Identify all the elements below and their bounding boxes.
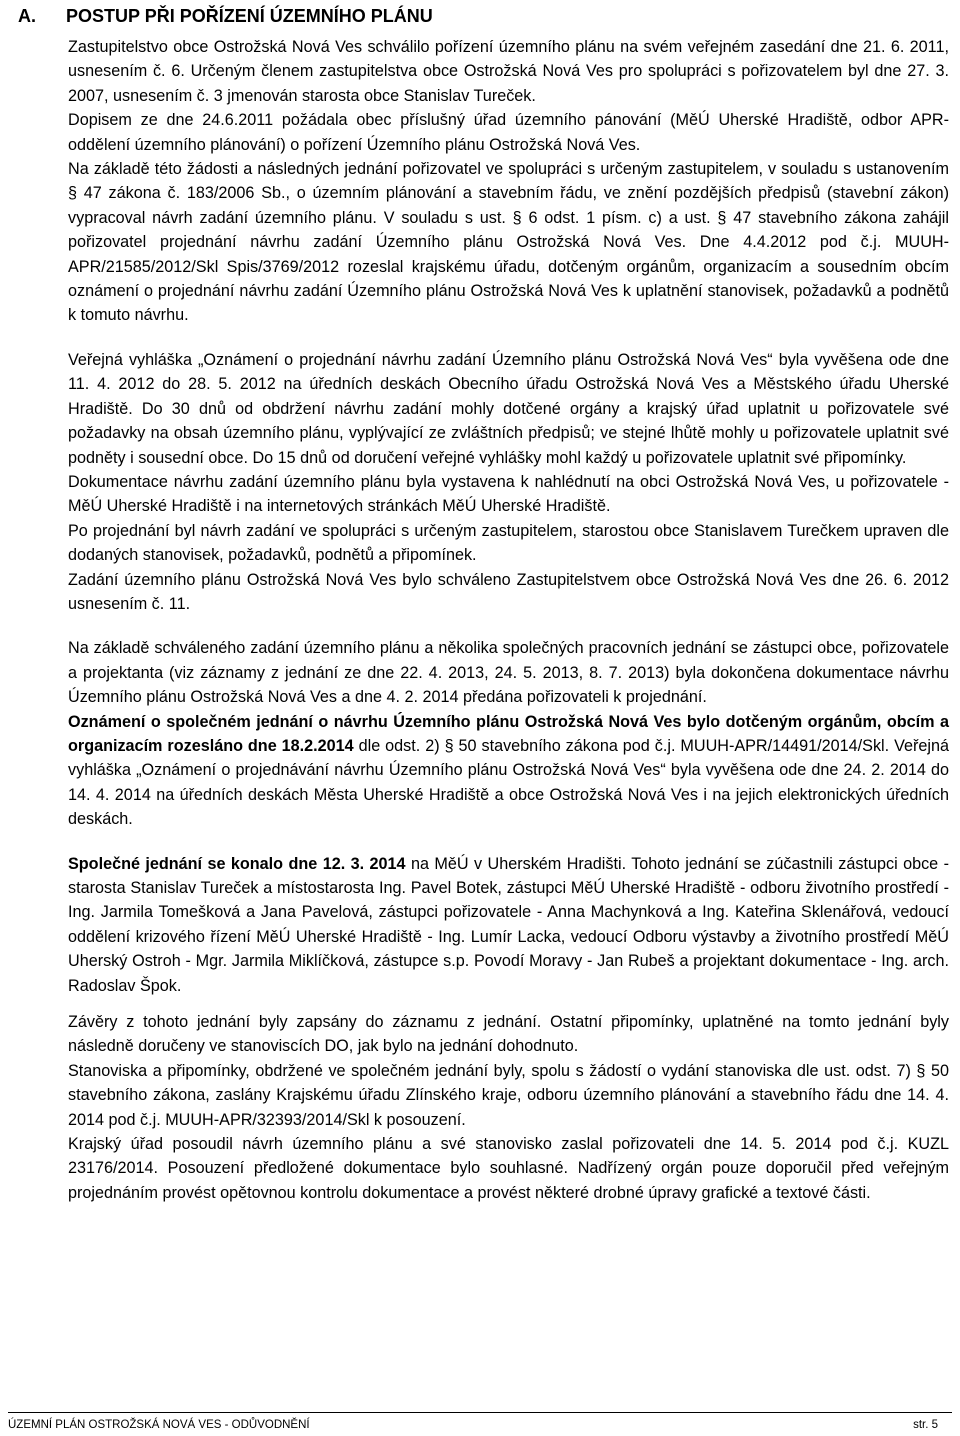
section-heading	[18, 4, 433, 28]
paragraph-10-bold: Společné jednání se konalo dne 12. 3. 2014	[68, 854, 406, 873]
paragraph-4: Veřejná vyhláška „Oznámení o projednání návrhu zadání Územního plánu Ostrožská Nová Ves“ byla vyvěšena ode dne 11. 4. 2012 do 28. 5. 2012 na úředních deskách Obecního úřadu Ostrožská Nová Ves a Městského úřadu Uherské Hradiště. Do 30 dnů od obdržení návrhu zadání mohly dotčené orgány a krajský úřad uplatnit u pořizovatele své požadavky na obsah územního plánu, vyplývající ze zvláštních předpisů; ve stejné lhůtě mohly u pořizovatele uplatnit své podněty i sousední obce. Do 15 dnů od doručení veřejné vyhlášky mohl každý u pořizovatele uplatnit své připomínky.	[68, 350, 949, 467]
paragraph-6: Po projednání byl návrh zadání ve spolupráci s určeným zastupitelem, starostou obce Stanislavem Turečkem upraven dle dodaných stanovisek, požadavků, podnětů a připomínek.	[68, 521, 949, 565]
paragraph-13: Krajský úřad posoudil návrh územního plánu a své stanovisko zaslal pořizovateli dne 14. 5. 2014 pod č.j. KUZL 23176/2014. Posouzení předložené dokumentace bylo souhlasné. Nadřízený orgán pouze doporučil před veřejným projednáním provést opětovnou kontrolu dokumentace a provést některé drobné úpravy grafické a textové části.	[68, 1135, 949, 1202]
paragraph-2: Dopisem ze dne 24.6.2011 požádala obec příslušný úřad územního pánování (MěÚ Uherské Hradiště, odbor APR-oddělení územního plánování) o pořízení Územního plánu Ostrožská Nová Ves.	[68, 111, 949, 154]
footer-document-title: ÚZEMNÍ PLÁN OSTROŽSKÁ NOVÁ VES - ODŮVODNĚNÍ	[8, 1419, 310, 1431]
section-number: A.	[18, 6, 36, 26]
paragraph-5: Dokumentace návrhu zadání územního plánu byla vystavena k nahlédnutí na obci Ostrožská Nová Ves, u pořizovatele - MěÚ Uherské Hradiště i na internetových stránkách MěÚ Uherské Hradiště.	[68, 472, 949, 516]
footer-page-number: str. 5	[913, 1419, 938, 1431]
footer-divider	[8, 1412, 952, 1413]
paragraph-9-rest: dle odst. 2) § 50 stavebního zákona pod č.j. MUUH-APR/14491/2014/Skl. Veřejná vyhláška „Oznámení o projednávání návrhu Územního plánu Ostrožská Nová Ves“ byla vyvěšena ode dne 24. 2. 2014 do 14. 4. 2014 na úředních deskách Města Uherské Hradiště a obce Ostrožská Nová Ves i na jejich elektronických úředních deskách.	[68, 736, 949, 829]
paragraph-1: Zastupitelstvo obce Ostrožská Nová Ves schválilo pořízení územního plánu na svém veřejném zasedání dne 21. 6. 2011, usnesením č. 6. Určeným členem zastupitelstva obce Ostrožská Nová Ves pro spolupráci s pořizovatelem byl dne 27. 3. 2007, usnesením č. 3 jmenován starosta obce Stanislav Tureček.	[68, 38, 949, 105]
paragraph-11: Závěry z tohoto jednání byly zapsány do záznamu z jednání. Ostatní připomínky, uplatněné na tomto jednání byly následně doručeny ve stanoviscích DO, jak bylo na jednání dohodnuto.	[68, 1013, 949, 1056]
paragraph-9-bold: Oznámení o společném jednání o návrhu Územního plánu Ostrožská Nová Ves bylo dotčeným orgánům, obcím a organizacím rozesláno dne 18.2.2014	[68, 712, 949, 755]
paragraph-10-rest: na MěÚ v Uherském Hradišti. Tohoto jednání se zúčastnili zástupci obce - starosta Stanislav Tureček a místostarosta Ing. Pavel Botek, zástupci MěÚ Uherské Hradiště - odboru životního prostředí - Ing. Jarmila Tomešková a Jana Pavelová, zástupci pořizovatele - Anna Machynková a Ing. Kateřina Sklenářová, vedoucí oddělení krizového řízení MěÚ Uherské Hradiště - Ing. Lumír Lacka, vedoucí Odboru výstavby a životního prostředí MěÚ Uherský Ostroh - Mgr. Jarmila Miklíčková, zástupce s.p. Povodí Moravy - Jan Rubeš a projektant dokumentace - Ing. arch. Radoslav Špok.	[68, 854, 950, 995]
paragraph-12: Stanoviska a připomínky, obdržené ve společném jednání byly, spolu s žádostí o vydání stanoviska dle ust. odst. 7) § 50 stavebního zákona, zaslány Krajskému úřadu Zlínského kraje, odboru územního plánování a stavebního řádu dne 14. 4. 2014 pod č.j. MUUH-APR/32393/2014/Skl k posouzení.	[68, 1061, 949, 1129]
paragraph-7: Zadání územního plánu Ostrožská Nová Ves bylo schváleno Zastupitelstvem obce Ostrožská Nová Ves dne 26. 6. 2012 usnesením č. 11.	[68, 570, 949, 613]
paragraph-3: Na základě této žádosti a následných jednání pořizovatel ve spolupráci s určeným zastupitelem, v souladu s ustanovením § 47 zákona č. 183/2006 Sb., o územním plánování a stavebním řádu, ve znění pozdějších předpisů (stavební zákon) vypracoval návrh zadání územního plánu. V souladu s ust. § 6 odst. 1 písm. c) a ust. § 47 stavebního zákona zahájil pořizovatel projednání návrhu zadání Územního plánu Ostrožská Nová Ves. Dne 4.4.2012 pod č.j. MUUH-APR/21585/2012/Skl Spis/3769/2012 rozeslal krajskému úřadu, dotčeným orgánům, organizacím a sousedním obcím oznámení o projednání návrhu zadání Územního plánu Ostrožská Nová Ves k uplatnění stanovisek, požadavků a podnětů k tomuto návrhu.	[68, 160, 949, 325]
paragraph-9	[68, 710, 949, 832]
paragraph-10	[68, 852, 949, 998]
paragraph-8: Na základě schváleného zadání územního plánu a několika společných pracovních jednání se zástupci obce, pořizovatele a projektanta (viz záznamy z jednání ze dne 22. 4. 2013, 24. 5. 2013, 8. 7. 2013) byla dokončena dokumentace návrhu Územního plánu Ostrožská Nová Ves a dne 4. 2. 2014 předána pořizovateli k projednání.	[68, 639, 949, 707]
section-title: POSTUP PŘI POŘÍZENÍ ÚZEMNÍHO PLÁNU	[66, 6, 433, 26]
document-body	[68, 35, 949, 1205]
